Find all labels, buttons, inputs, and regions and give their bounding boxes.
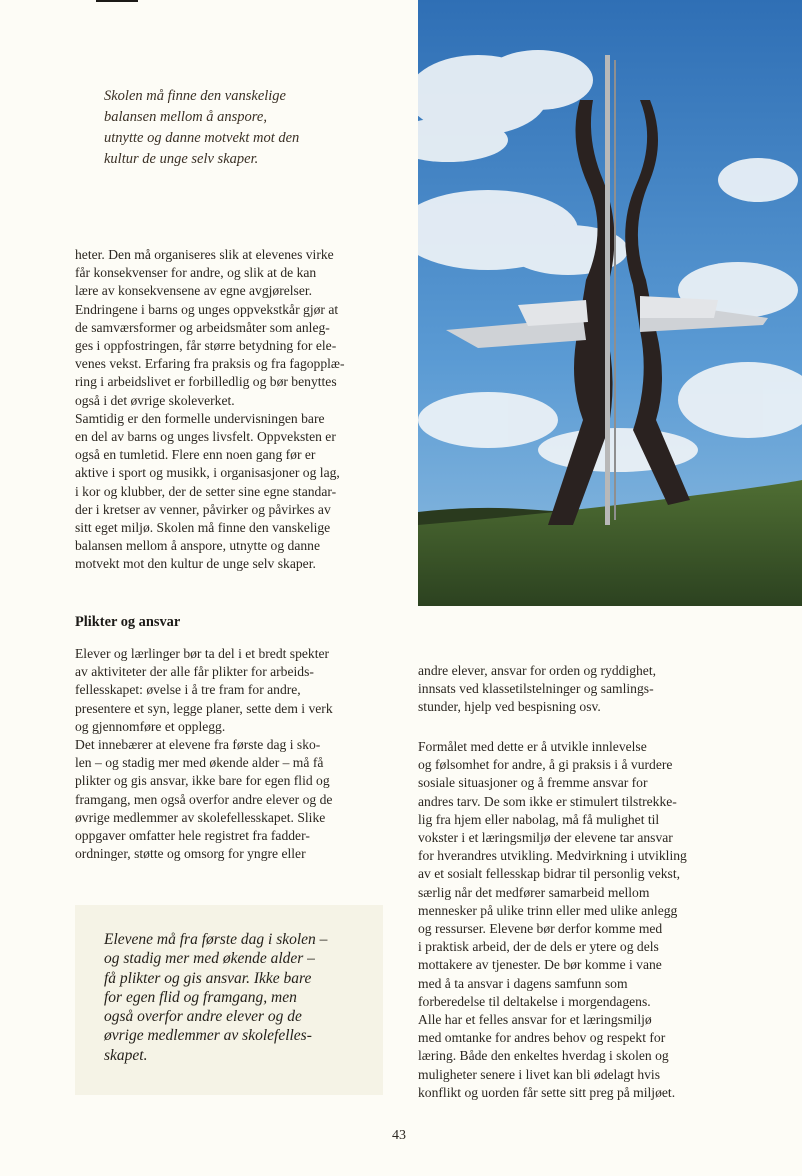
body-line: ges i oppfostringen, får større betydning for ele- — [75, 338, 337, 354]
body-line: motvekt mot den kultur de unge selv skaper. — [75, 556, 316, 572]
quote-line: øvrige medlemmer av skolefelles- — [104, 1027, 312, 1045]
quote-line: utnytte og danne motvekt mot den — [104, 130, 300, 146]
body-column-left-top — [75, 246, 395, 574]
body-line: i kor og klubber, der de setter sine egne standar- — [75, 483, 337, 499]
body-line: heter. Den må organiseres slik at elevenes virke — [75, 247, 334, 262]
body-line: og følsomhet for andre, å gi praksis i å vurdere — [418, 757, 673, 773]
body-line: øvrige medlemmer av skolefellesskapet. Slike — [75, 809, 326, 825]
quote-line: få plikter og gis ansvar. Ikke bare — [104, 969, 312, 987]
body-line: i praktisk arbeid, der de dels er ytere og dels — [418, 939, 659, 955]
body-line: lære av konsekvensene av egne avgjørelser. — [75, 283, 313, 299]
body-line: og gjennomføre et opplegg. — [75, 718, 226, 734]
body-line: lig fra hjem eller nabolag, må få mulighet til — [418, 811, 660, 827]
body-line: med omtanke for andres behov og respekt for — [418, 1030, 666, 1046]
body-column-left-bottom — [75, 645, 395, 863]
body-line: balansen mellom å anspore, utnytte og danne — [75, 538, 320, 554]
body-line: innsats ved klassetilstelninger og samlings- — [418, 681, 654, 697]
body-line: sosiale situasjoner og å fremme ansvar for — [418, 775, 648, 791]
sculpture-photo — [418, 0, 802, 606]
body-line: får konsekvenser for andre, og slik at de kan — [75, 265, 317, 281]
quote-line: skapet. — [104, 1046, 148, 1064]
quote-line: balansen mellom å anspore, — [104, 109, 267, 125]
body-line: der i kretser av venner, påvirker og påvirkes av — [75, 501, 331, 517]
body-line: sitt eget miljø. Skolen må finne den vanskelige — [75, 520, 331, 536]
body-line: med å ta ansvar i dagens samfunn som — [418, 975, 628, 991]
body-line: presentere et syn, legge planer, sette dem i verk — [75, 700, 333, 716]
body-line: også i det øvrige skoleverket. — [75, 392, 235, 408]
body-line: av et sosialt fellesskap bidrar til personlig vekst, — [418, 866, 680, 882]
quote-line: Elevene må fra første dag i skolen – — [104, 931, 328, 948]
body-line: fellesskapet: øvelse i å tre fram for andre, — [75, 682, 301, 698]
body-line: konflikt og uorden får sette sitt preg på miljøet. — [418, 1084, 676, 1100]
body-line: for hverandres utvikling. Medvirkning i utvikling — [418, 848, 687, 864]
body-line: særlig når det medfører samarbeid mellom — [418, 884, 650, 900]
body-line: oppgaver omfatter hele registret fra fadder- — [75, 828, 310, 844]
body-line: de samværsformer og arbeidsmåter som anleg- — [75, 319, 330, 335]
body-line: en del av barns og unges livsfelt. Oppveksten er — [75, 429, 336, 445]
body-line: Alle har et felles ansvar for et læringsmiljø — [418, 1012, 652, 1028]
body-line: stunder, hjelp ved bespisning osv. — [418, 699, 601, 715]
body-line: av aktiviteter der alle får plikter for arbeids- — [75, 664, 314, 680]
body-line: Formålet med dette er å utvikle innlevelse — [418, 739, 647, 754]
body-line: mottakere av tjenester. De bør komme i vane — [418, 957, 662, 973]
body-line: forberedelse til deltakelse i morgendagens. — [418, 993, 651, 1009]
section-heading: Plikter og ansvar — [75, 614, 181, 630]
body-line: andres tarv. De som ikke er stimulert tilstrekke- — [418, 793, 677, 809]
quote-line: også overfor andre elever og de — [104, 1008, 302, 1026]
body-line: Det innebærer at elevene fra første dag i sko- — [75, 737, 321, 753]
body-line: ring i arbeidslivet er forbilledlig og bør benyttes — [75, 374, 337, 390]
body-line: len – og stadig mer med økende alder – må få — [75, 755, 324, 771]
page-number: 43 — [392, 1128, 406, 1143]
body-line: mennesker på ulike trinn eller med ulike anlegg — [418, 902, 678, 918]
quote-line: kultur de unge selv skaper. — [104, 151, 259, 167]
top-rule — [96, 0, 138, 2]
body-line: muligheter senere i livet kan bli ødelagt hvis — [418, 1066, 660, 1082]
body-line: andre elever, ansvar for orden og ryddighet, — [418, 663, 657, 678]
body-line: Samtidig er den formelle undervisningen bare — [75, 410, 325, 426]
body-line: Endringene i barns og unges oppvekstkår gjør at — [75, 301, 339, 317]
pull-quote-top — [104, 86, 374, 170]
body-line: vokster i et læringsmiljø der elevene tar ansvar — [418, 830, 673, 846]
quote-line: for egen flid og framgang, men — [104, 988, 297, 1006]
body-line: plikter og gis ansvar, ikke bare for egen flid og — [75, 773, 330, 789]
body-column-right-bottom — [418, 738, 748, 1102]
body-column-right-top — [418, 662, 748, 717]
body-line: framgang, men også overfor andre elever og de — [75, 791, 333, 807]
body-line: også en tumletid. Flere enn noen gang før er — [75, 447, 316, 463]
body-line: ordninger, støtte og omsorg for yngre eller — [75, 846, 306, 862]
body-line: og ressurser. Elevene bør derfor komme med — [418, 921, 663, 937]
body-line: Elever og lærlinger bør ta del i et bredt spekter — [75, 646, 330, 661]
body-line: aktive i sport og musikk, i organisasjoner og lag, — [75, 465, 340, 481]
body-line: læring. Både den enkeltes hverdag i skolen og — [418, 1048, 669, 1064]
quote-line: og stadig mer med økende alder – — [104, 950, 315, 968]
pull-quote-bottom — [104, 930, 374, 1065]
body-line: venes vekst. Erfaring fra praksis og fra fagopplæ- — [75, 356, 345, 372]
quote-line: Skolen må finne den vanskelige — [104, 88, 286, 104]
